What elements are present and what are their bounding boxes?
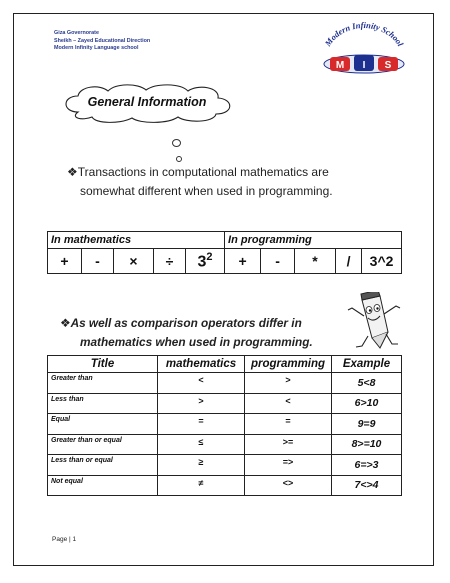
comparison-line-1: As well as comparison operators differ in [70, 316, 302, 330]
math-power [186, 249, 225, 274]
table-row [48, 475, 402, 496]
logo-letter-s: S [384, 60, 392, 71]
row-prog-symbol: <> [245, 475, 332, 496]
math-plus: + [48, 249, 82, 274]
intro-line-1: Transactions in computational mathematics are [77, 165, 329, 179]
row-math-symbol: ≤ [158, 434, 245, 455]
pencil-mascot-icon [342, 292, 404, 350]
row-math-symbol: < [158, 373, 245, 394]
intro-line-2: somewhat different when used in programming. [80, 184, 333, 198]
row-title: Not equal [48, 475, 158, 496]
col-header-title: Title [48, 356, 158, 373]
row-prog-symbol: >= [245, 434, 332, 455]
col-header-mathematics: mathematics [158, 356, 245, 373]
math-power-base: 3 [197, 253, 207, 271]
math-header: In mathematics [48, 232, 225, 249]
table-row [48, 434, 402, 455]
row-prog-symbol: > [245, 373, 332, 394]
col-header-programming: programming [245, 356, 332, 373]
table-row [48, 373, 402, 394]
logo-arc-text: Modern Infinity School [322, 20, 406, 48]
col-header-example: Example [332, 356, 402, 373]
logo-letter-i: I [362, 60, 366, 71]
prog-plus: + [225, 249, 261, 274]
table-row [48, 414, 402, 435]
math-minus: - [82, 249, 114, 274]
page-number: Page | 1 [52, 536, 77, 543]
intro-paragraph [67, 163, 407, 201]
logo-letter-m: M [335, 60, 345, 71]
prog-divide: / [336, 249, 362, 274]
row-prog-symbol: => [245, 455, 332, 476]
row-title: Greater than or equal [48, 434, 158, 455]
bullet-icon: ❖ [67, 165, 78, 179]
thought-bubble-small [176, 156, 182, 162]
bullet-icon: ❖ [60, 316, 71, 330]
row-prog-symbol: = [245, 414, 332, 435]
header-governorate: Giza Governorate [54, 30, 99, 36]
row-title: Less than or equal [48, 455, 158, 476]
row-title: Greater than [48, 373, 158, 394]
math-divide: ÷ [154, 249, 186, 274]
row-example: 5<8 [332, 373, 402, 394]
table-row [48, 455, 402, 476]
school-header [54, 30, 150, 53]
row-example: 7<>4 [332, 475, 402, 496]
row-title: Less than [48, 393, 158, 414]
table-row [48, 393, 402, 414]
school-logo [316, 20, 412, 78]
row-example: 9=9 [332, 414, 402, 435]
operators-table [47, 231, 402, 274]
header-direction: Sheikh – Zayed Educational Direction [54, 37, 151, 44]
row-math-symbol: > [158, 393, 245, 414]
row-math-symbol: ≥ [158, 455, 245, 476]
math-multiply: × [114, 249, 154, 274]
comparison-line-2: mathematics when used in programming. [80, 335, 313, 349]
comparison-paragraph [60, 314, 350, 352]
thought-bubble-large [172, 139, 181, 147]
callout-title: General Information [87, 95, 207, 109]
row-math-symbol: = [158, 414, 245, 435]
row-title: Equal [48, 414, 158, 435]
row-example: 8>=10 [332, 434, 402, 455]
row-example: 6=>3 [332, 455, 402, 476]
row-math-symbol: ≠ [158, 475, 245, 496]
header-school: Modern Infinity Language school [54, 45, 139, 51]
prog-header: In programming [225, 232, 402, 249]
prog-multiply: * [295, 249, 336, 274]
prog-minus: - [261, 249, 295, 274]
math-power-exponent: 2 [206, 250, 213, 263]
row-example: 6>10 [332, 393, 402, 414]
comparison-table [47, 355, 402, 496]
prog-power: 3^2 [362, 249, 402, 274]
row-prog-symbol: < [245, 393, 332, 414]
